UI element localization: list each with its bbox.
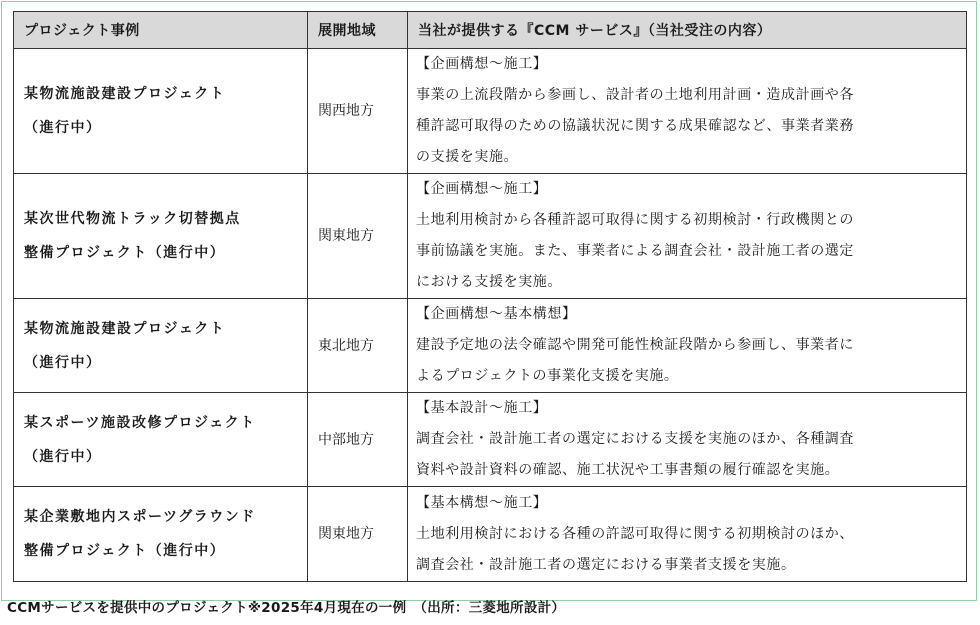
table-row (14, 487, 967, 582)
project-cell (14, 49, 308, 174)
project-name-line: 某次世代物流トラック切替拠点 (24, 211, 241, 227)
content-line: 建設予定地の法令確認や開発可能性検証段階から参画し、事業者に (416, 337, 854, 353)
project-name-line: 某企業敷地内スポーツグラウンド (24, 509, 256, 525)
content-line: の支援を実施。 (416, 149, 519, 165)
region-cell: 東北地方 (308, 299, 408, 393)
content-line: よるプロジェクトの事業化支援を実施。 (416, 368, 679, 384)
project-name-line: 某物流施設建設プロジェクト (24, 320, 226, 337)
content-line: 土地利用検討における各種の許認可取得に関する初期検討のほか、 (416, 525, 854, 542)
project-name-line: （進行中） (24, 354, 102, 371)
project-name-line: 某スポーツ施設改修プロジェクト (24, 414, 256, 431)
region-cell: 関西地方 (308, 49, 408, 174)
content-line: 事業の上流段階から参画し、設計者の土地利用計画・造成計画や各 (416, 87, 854, 103)
table-row (14, 49, 967, 174)
content-line: 種許認可取得のための協議状況に関する成果確認など、事業者業務 (416, 118, 854, 134)
content-line: 【企画構想～施工】 (416, 181, 548, 197)
project-cell (14, 299, 308, 393)
project-name-line: （進行中） (24, 448, 102, 465)
project-name-line: 整備プロジェクト（進行中） (24, 245, 226, 261)
project-cell (14, 487, 308, 582)
table-header-row (14, 12, 967, 49)
project-table (13, 11, 967, 582)
content-line: 事前協議を実施。また、事業者による調査会社・設計施工者の選定 (416, 243, 854, 259)
header-content: 当社が提供する『CCM サービス』（当社受注の内容） (408, 12, 967, 49)
content-line: における支援を実施。 (416, 274, 562, 290)
content-line: 【企画構想～施工】 (416, 56, 548, 72)
region-cell: 中部地方 (308, 393, 408, 487)
content-line: 【企画構想～基本構想】 (416, 306, 577, 322)
region-cell: 関東地方 (308, 174, 408, 299)
project-name-line: 整備プロジェクト（進行中） (24, 543, 226, 559)
table-row (14, 393, 967, 487)
content-cell (408, 487, 967, 582)
project-cell (14, 393, 308, 487)
content-cell (408, 49, 967, 174)
project-name-line: （進行中） (24, 120, 102, 136)
content-cell (408, 299, 967, 393)
table-row (14, 174, 967, 299)
region-cell: 関東地方 (308, 487, 408, 582)
content-line: 【基本構想～施工】 (416, 494, 548, 511)
content-cell (408, 174, 967, 299)
content-line: 【基本設計～施工】 (416, 400, 548, 416)
project-cell (14, 174, 308, 299)
figure-caption: CCMサービスを提供中のプロジェクト※2025年4月現在の一例 （出所：三菱地所設計） (7, 600, 566, 616)
header-project: プロジェクト事例 (14, 12, 308, 49)
content-line: 土地利用検討から各種許認可取得に関する初期検討・行政機関との (416, 212, 854, 228)
project-name-line: 某物流施設建設プロジェクト (24, 86, 226, 102)
content-line: 資料や設計資料の確認、施工状況や工事書類の履行確認を実施。 (416, 462, 840, 478)
table-row (14, 299, 967, 393)
content-line: 調査会社・設計施工者の選定における支援を実施のほか、各種調査 (416, 431, 854, 447)
content-cell (408, 393, 967, 487)
header-region: 展開地域 (308, 12, 408, 49)
content-line: 調査会社・設計施工者の選定における事業者支援を実施。 (416, 556, 796, 573)
